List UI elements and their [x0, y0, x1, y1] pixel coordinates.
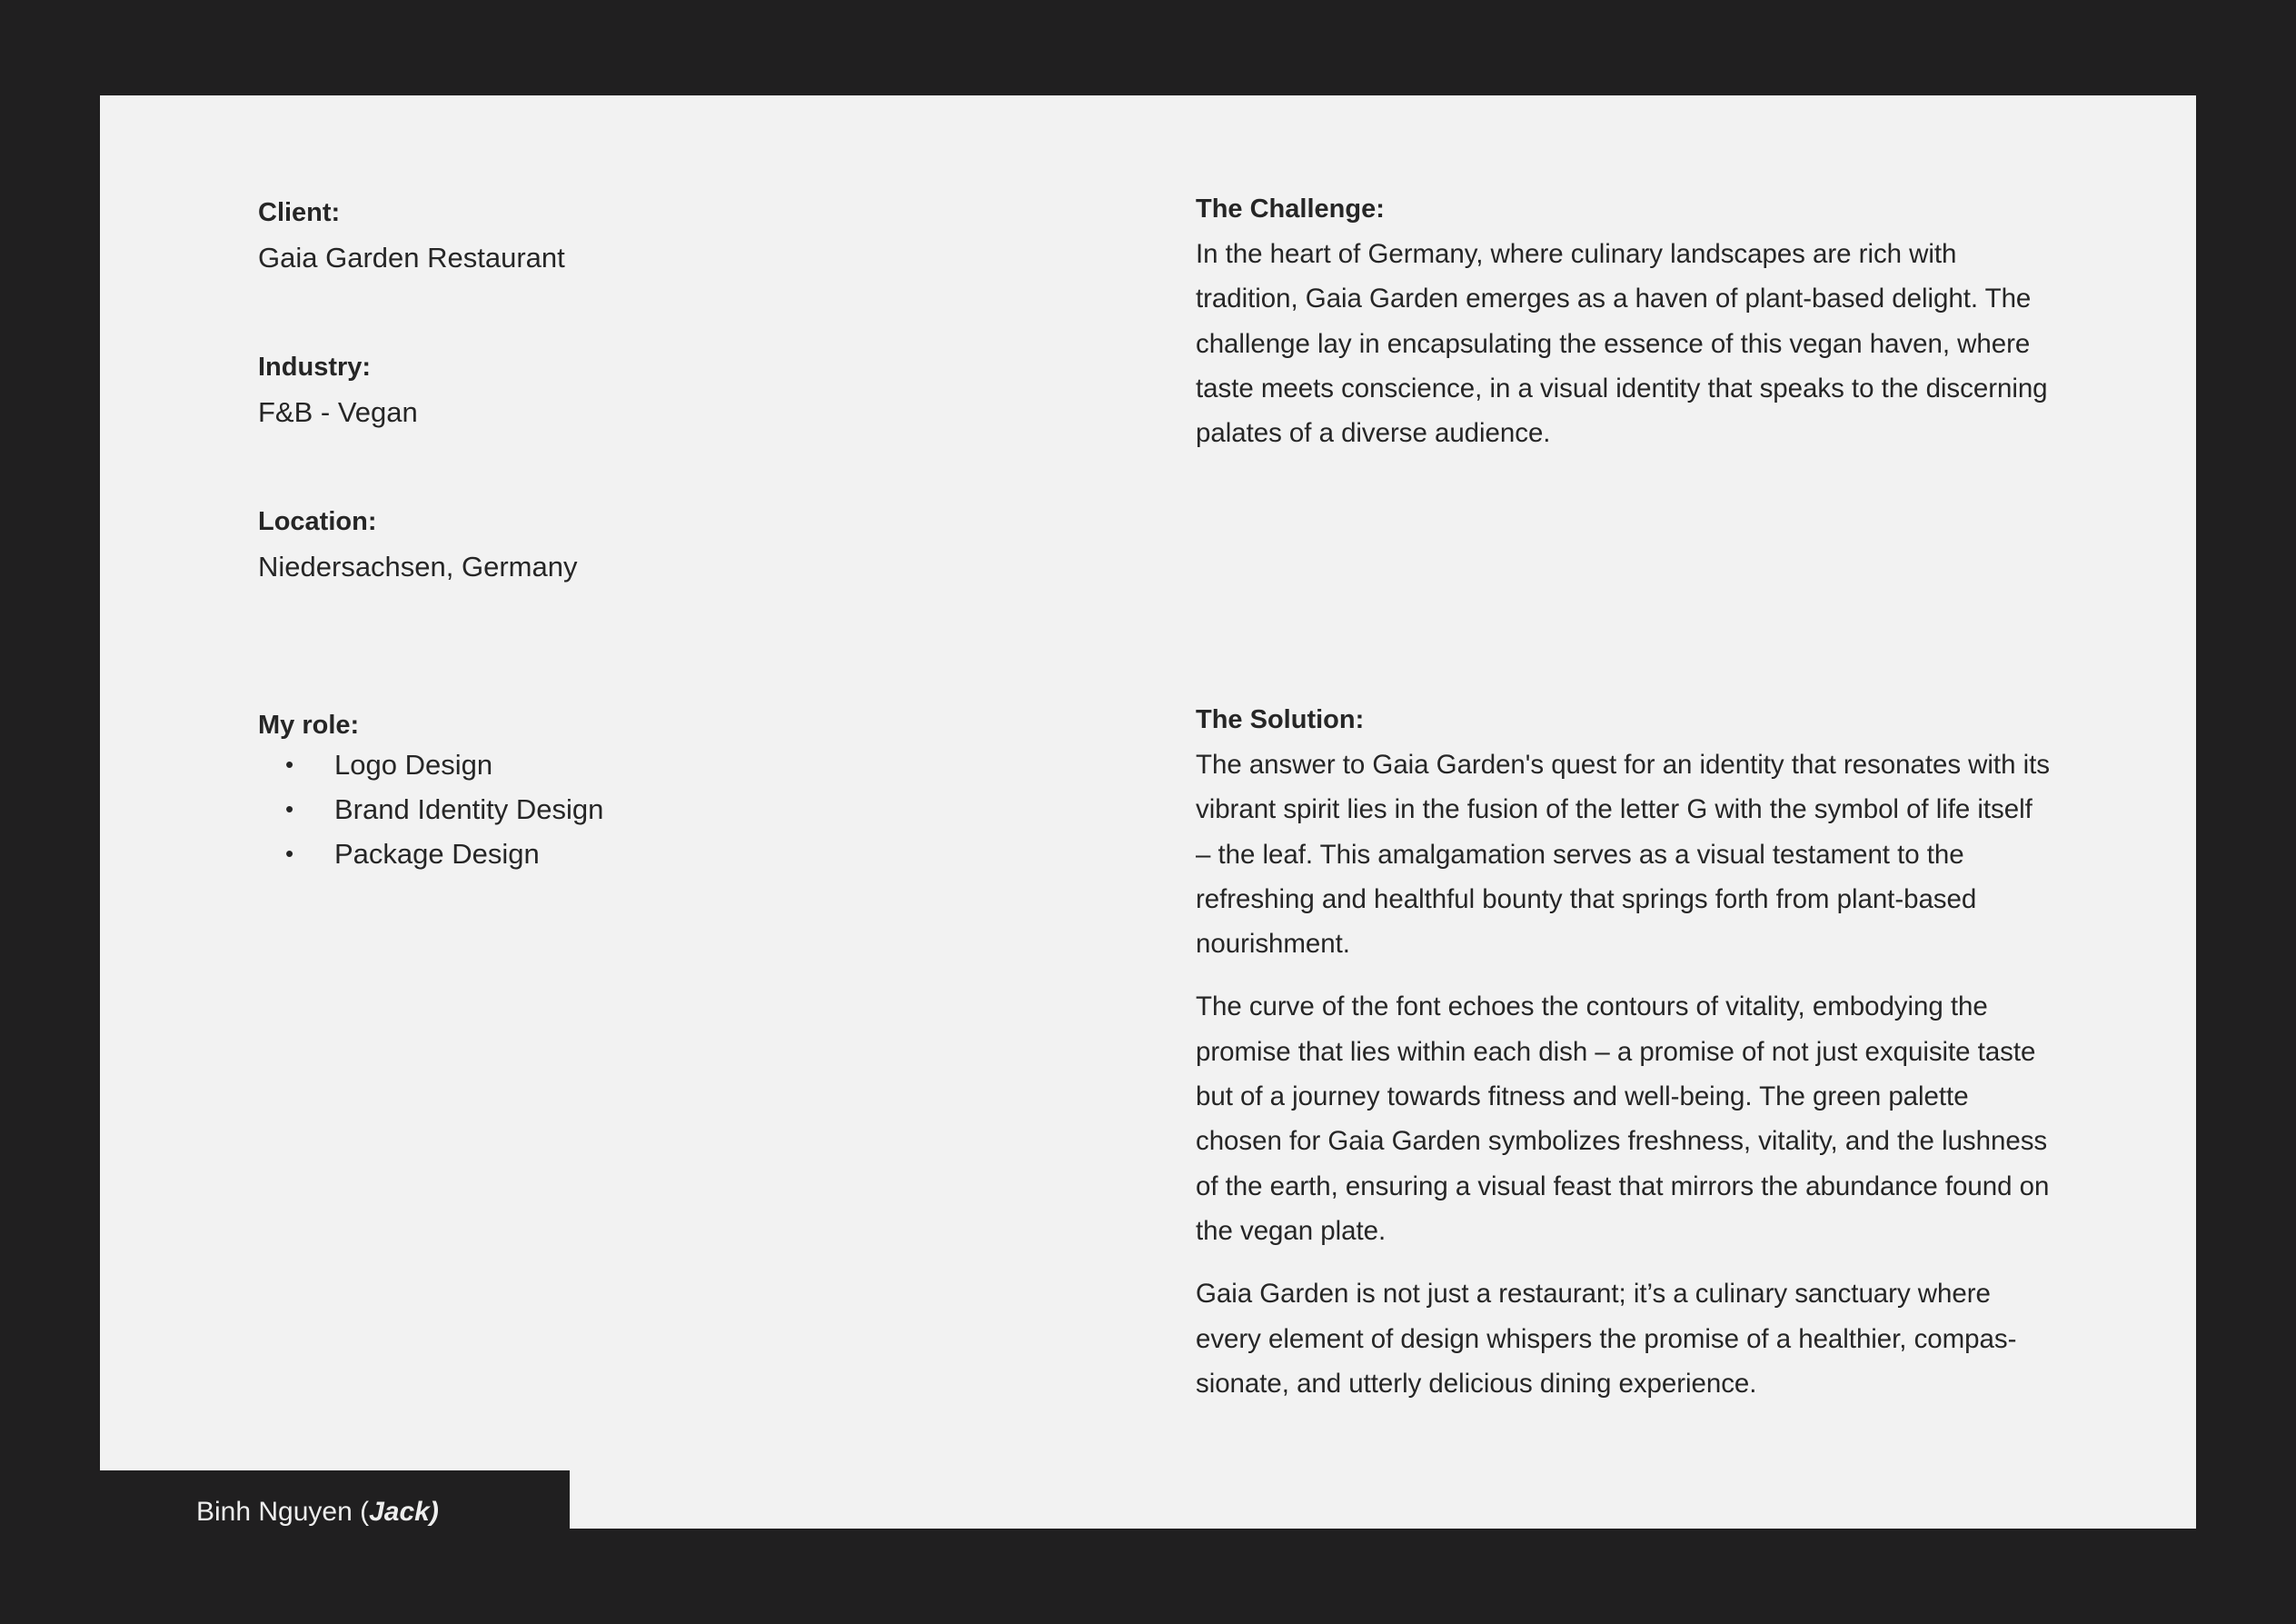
role-item: [258, 787, 1076, 832]
solution-paragraph: Gaia Garden is not just a restaurant; it’s a culinary sanctuary where every element of design whispers the promise of a healthier, compas-sionate, and utterly delicious dining experience.: [1196, 1279, 2017, 1399]
role-block: [258, 703, 1076, 876]
industry-block: [258, 345, 1076, 434]
client-label: Client:: [258, 198, 341, 227]
client-value: Gaia Garden Restaurant: [258, 242, 565, 274]
location-block: [258, 500, 1076, 589]
role-list: [258, 742, 1076, 876]
location-label: Location:: [258, 507, 377, 536]
location-value: Niedersachsen, Germany: [258, 551, 578, 583]
solution-paragraph: The curve of the font echoes the contours of vitality, embodying the promise that lies within each dish – a promise of not just exquisite taste but of a journey towards fitness and well-being. The green palette chosen for Gaia Garden symbolizes freshness, vitality, and the lushness of the earth, ensuring a visual feast that mirrors the abundance found on the vegan plate.: [1196, 991, 2050, 1246]
role-item: [258, 832, 1076, 876]
role-item-label: Logo Design: [334, 749, 493, 781]
solution-paragraph: The answer to Gaia Garden's quest for an identity that resonates with its vibrant spirit lies in the fusion of the letter G with the symbol of life itself – the leaf. This amalgamation serves as a visual testament to the refreshing and healthful bounty that springs forth from plant-based nourishment.: [1196, 750, 2050, 960]
industry-label: Industry:: [258, 353, 372, 382]
industry-value: F&B - Vegan: [258, 396, 418, 428]
role-label: My role:: [258, 711, 360, 740]
author-nickname: Jack): [369, 1497, 439, 1527]
client-block: [258, 191, 1076, 280]
author-name: Binh Nguyen (: [196, 1497, 370, 1527]
role-item-label: Brand Identity Design: [334, 793, 604, 825]
role-item: [258, 742, 1076, 787]
author-credit: [196, 1494, 439, 1530]
bullet-icon: •: [285, 840, 294, 867]
challenge-section: [1196, 187, 2050, 473]
solution-title: The Solution:: [1196, 705, 1365, 734]
bullet-icon: •: [285, 751, 294, 778]
challenge-title: The Challenge:: [1196, 194, 1385, 224]
role-item-label: Package Design: [334, 838, 540, 870]
challenge-paragraph: In the heart of Germany, where culinary landscapes are rich with tradition, Gaia Garden emerges as a haven of plant-based delight. The challenge lay in encapsulating the essence of this vegan haven, where taste meets conscience, in a visual identity that speaks to the discerning palates of a diverse audience.: [1196, 239, 2048, 449]
solution-section: [1196, 698, 2050, 1424]
bullet-icon: •: [285, 795, 294, 822]
